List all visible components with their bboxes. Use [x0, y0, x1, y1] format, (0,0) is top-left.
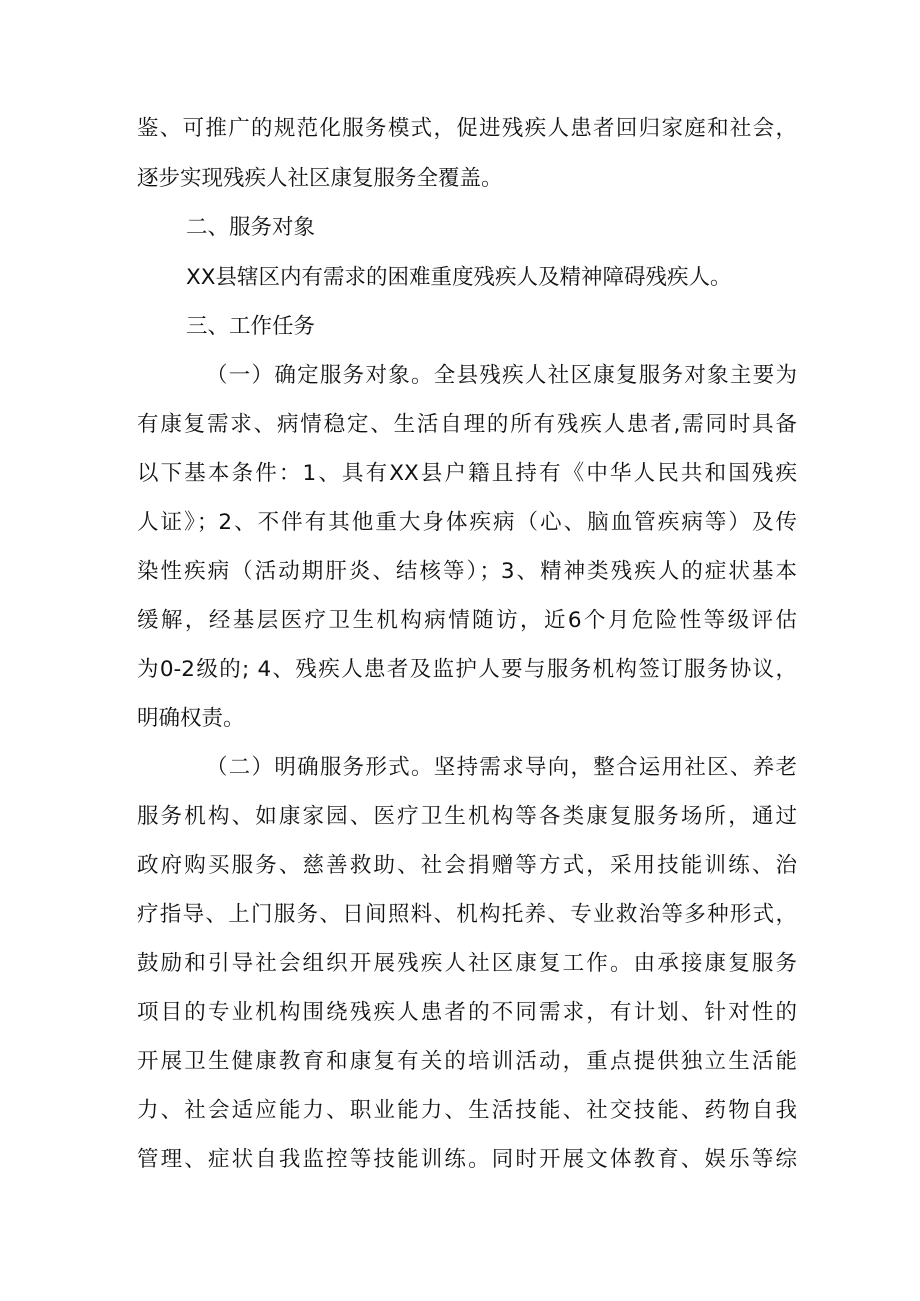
paragraph-line: 项目的专业机构围绕残疾人患者的不同需求，有计划、针对性的	[137, 1000, 797, 1025]
paragraph-line: 力、社会适应能力、职业能力、生活技能、社交技能、药物自我	[137, 1098, 797, 1123]
paragraph-line: 鼓励和引导社会组织开展残疾人社区康复工作。由承接康复服务	[137, 951, 797, 976]
paragraph-line: 缓解，经基层医疗卫生机构病情随访，近6个月危险性等级评估	[137, 608, 797, 633]
section-heading: 三、工作任务	[186, 314, 316, 339]
paragraph-line: 开展卫生健康教育和康复有关的培训活动，重点提供独立生活能	[137, 1049, 797, 1074]
paragraph-line: 明确权责。	[137, 706, 245, 731]
paragraph-line: 服务机构、如康家园、医疗卫生机构等各类康复服务场所，通过	[137, 804, 797, 829]
paragraph-line: 疗指导、上门服务、日间照料、机构托养、专业救治等多种形式，	[137, 902, 797, 927]
section-heading: 二、服务对象	[186, 215, 316, 240]
paragraph-line: 政府购买服务、慈善救助、社会捐赠等方式，采用技能训练、治	[137, 853, 797, 878]
paragraph-line: 鉴、可推广的规范化服务模式，促进残疾人患者回归家庭和社会，	[137, 116, 797, 141]
paragraph-line: 有康复需求、病情稳定、生活自理的所有残疾人患者,需同时具备	[137, 412, 797, 437]
paragraph-line: 人证》；2、不伴有其他重大身体疾病（心、脑血管疾病等）及传	[137, 510, 797, 535]
paragraph-line: 以下基本条件：1、具有XX县户籍且持有《中华人民共和国残疾	[137, 461, 797, 486]
paragraph-line: 管理、症状自我监控等技能训练。同时开展文体教育、娱乐等综	[137, 1147, 797, 1172]
paragraph-line: XX县辖区内有需求的困难重度残疾人及精神障碍残疾人。	[186, 265, 732, 290]
paragraph-line: 染性疾病（活动期肝炎、结核等）；3、精神类残疾人的症状基本	[137, 559, 797, 584]
paragraph-line: 为0-2级的; 4、残疾人患者及监护人要与服务机构签订服务协议，	[137, 657, 797, 682]
paragraph-line: （二）明确服务形式。坚持需求导向，整合运用社区、养老	[206, 755, 797, 780]
paragraph-line: 逐步实现残疾人社区康复服务全覆盖。	[137, 166, 503, 191]
paragraph-line: （一）确定服务对象。全县残疾人社区康复服务对象主要为	[206, 363, 797, 388]
